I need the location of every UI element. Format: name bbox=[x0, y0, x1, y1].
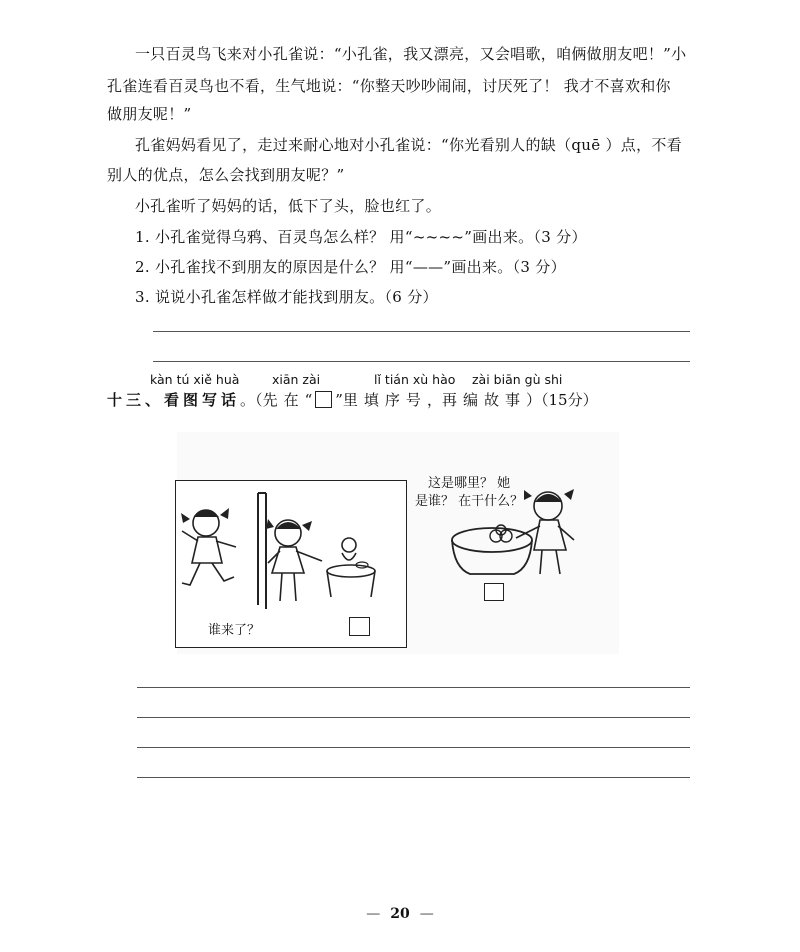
page-number: — 20 — bbox=[366, 906, 434, 922]
blank-square-icon bbox=[315, 391, 332, 408]
pinyin-xianzai: xiān zài bbox=[272, 372, 321, 387]
section-number: 十三、 bbox=[107, 391, 165, 409]
question-2: 2. 小孔雀找不到朋友的原因是什么？ 用“——”画出来。（3 分） bbox=[135, 258, 566, 276]
answer-line-q3-2[interactable] bbox=[153, 361, 690, 362]
writing-line-1[interactable] bbox=[137, 687, 690, 688]
writing-line-4[interactable] bbox=[137, 777, 690, 778]
pinyin-li: lǐ tián xù hào bbox=[374, 372, 456, 387]
question-3: 3. 说说小孔雀怎样做才能找到朋友。（6 分） bbox=[135, 288, 438, 306]
story-line-2: 孔雀连看百灵鸟也不看，生气地说：“你整天吵吵闹闹，讨厌死了！ 我才不喜欢和你 bbox=[107, 77, 671, 95]
story-line-5: 别人的优点，怎么会找到朋友呢？” bbox=[107, 166, 345, 184]
section-13-heading: 十三、看图写话。（先在“ ”里填序号，再编故事）（15分） bbox=[107, 391, 598, 409]
answer-line-q3-1[interactable] bbox=[153, 331, 690, 332]
story-line-6: 小孔雀听了妈妈的话，低下了头，脸也红了。 bbox=[135, 197, 442, 215]
picture-1-caption: 谁来了？ bbox=[208, 623, 261, 638]
story-line-3: 做朋友呢！” bbox=[107, 105, 192, 123]
picture-1-order-box[interactable] bbox=[349, 617, 370, 636]
story-line-4: 孔雀妈妈看见了，走过来耐心地对小孔雀说：“你光看别人的缺（quē ）点，不看 bbox=[135, 136, 682, 154]
writing-line-3[interactable] bbox=[137, 747, 690, 748]
section-title: 看图写话 bbox=[164, 391, 241, 409]
picture-2-caption-line-1: 这是哪里？ 她 bbox=[428, 476, 511, 491]
picture-2-caption-line-2: 是谁？ 在干什么？ bbox=[415, 494, 524, 509]
question-1: 1. 小孔雀觉得乌鸦、百灵鸟怎么样？ 用“~~~~”画出来。（3 分） bbox=[135, 228, 587, 246]
story-line-1: 一只百灵鸟飞来对小孔雀说：“小孔雀，我又漂亮，又会唱歌，咱俩做朋友吧！”小 bbox=[135, 45, 687, 63]
writing-line-2[interactable] bbox=[137, 717, 690, 718]
pinyin-zaibian: zài biān gù shi bbox=[472, 372, 563, 387]
pinyin-kantu: kàn tú xiě huà bbox=[150, 372, 240, 387]
picture-2-order-box[interactable] bbox=[484, 583, 504, 601]
